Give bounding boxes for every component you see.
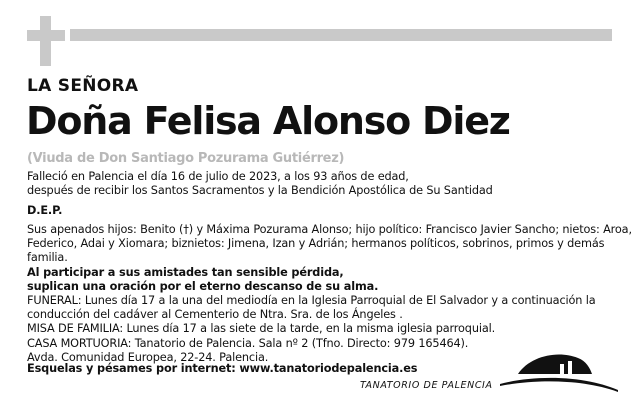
mortuary-line-2: Avda. Comunidad Europea, 22-24. Palencia. (27, 350, 269, 364)
mortuary-line-1: CASA MORTUORIA: Tanatorio de Palencia. Sala nº 2 (Tfno. Directo: 979 165464). (27, 336, 469, 350)
dep-label: D.E.P. (27, 204, 63, 217)
request-line-2: suplican una oración por el eterno descanso de su alma. (27, 280, 379, 294)
request-line-1: Al participar a sus amistades tan sensible pérdida, (27, 266, 344, 279)
deceased-name: Doña Felisa Alonso Diez (26, 99, 510, 143)
death-line-1: Falleció en Palencia el día 16 de julio de 2023, a los 93 años de edad, (27, 170, 409, 183)
funeral-line-2: conducción del cadáver al Cementerio de Ntra. Sra. de los Ángeles . (27, 308, 403, 322)
family-line-1: Sus apenados hijos: Benito (†) y Máxima Pozurama Alonso; hijo político: Francisco Javier Sancho; nietos: Aroa, (27, 223, 632, 236)
death-announcement (27, 170, 617, 198)
honorific-title: LA SEÑORA (27, 76, 139, 96)
family-mass-line: MISA DE FAMILIA: Lunes día 17 a las siete de la tarde, en la misma iglesia parroquial. (27, 322, 496, 336)
funeral-line-1: FUNERAL: Lunes día 17 a la una del mediodía en la Iglesia Parroquial de El Salvador y a continuación la (27, 294, 596, 307)
family-list (27, 223, 632, 266)
prayer-request (27, 266, 617, 294)
footer-logo-text: TANATORIO DE PALENCIA (360, 380, 493, 391)
tanatorio-logo-icon (500, 346, 620, 392)
online-condolences: Esquelas y pésames por internet: www.tanatoriodepalencia.es (27, 362, 418, 375)
header-divider-bar (70, 29, 612, 41)
family-line-3: familia. (27, 251, 68, 265)
family-line-2: Federico, Adai y Xiomara; biznietos: Jimena, Izan y Adrián; hermanos políticos, sobrinos, primos y demás (27, 237, 605, 251)
death-line-2: después de recibir los Santos Sacramentos y la Bendición Apostólica de Su Santidad (27, 184, 493, 198)
widow-of-line: (Viuda de Don Santiago Pozurama Gutiérrez) (27, 151, 345, 166)
cross-icon (27, 16, 65, 66)
